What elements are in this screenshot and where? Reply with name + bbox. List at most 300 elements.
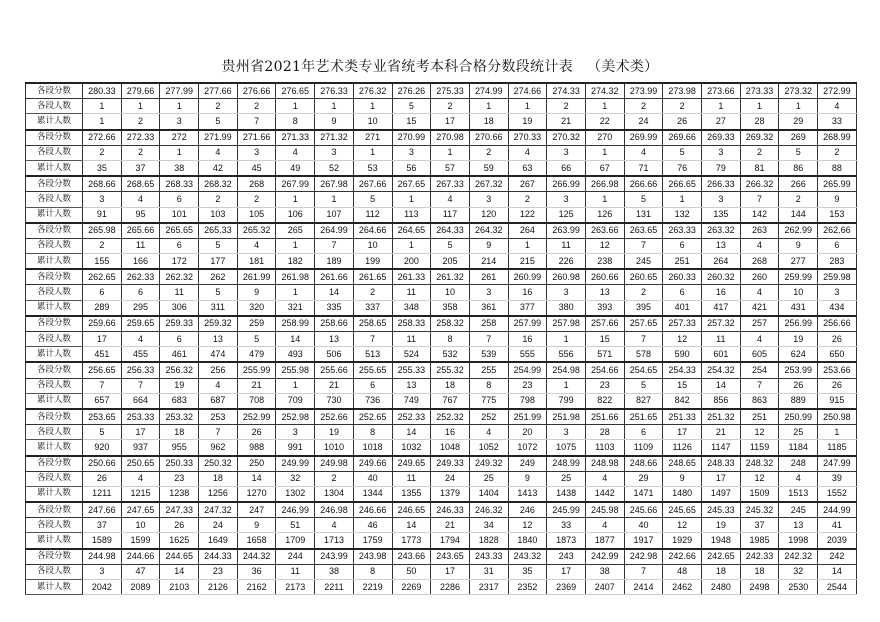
count-cell: 1	[276, 99, 315, 114]
score-cell: 246	[508, 502, 547, 518]
score-cell: 267.32	[469, 176, 508, 192]
count-row	[26, 192, 857, 207]
count-cell: 1	[83, 99, 122, 114]
score-cell: 264.32	[469, 223, 508, 239]
score-row-label: 各段分数	[26, 456, 83, 472]
count-cell: 1	[469, 99, 508, 114]
cumulative-cell: 361	[469, 300, 508, 316]
count-cell: 12	[663, 518, 702, 533]
score-cell: 261.98	[276, 269, 315, 285]
score-cell: 265.32	[237, 223, 276, 239]
count-row-label: 各段人数	[26, 471, 83, 486]
cumulative-cell: 1917	[624, 533, 663, 549]
cumulative-cell: 24	[624, 114, 663, 130]
count-cell: 46	[353, 518, 392, 533]
count-cell: 3	[547, 425, 586, 440]
score-row	[26, 316, 857, 332]
count-cell: 1	[508, 99, 547, 114]
count-cell: 19	[160, 378, 199, 393]
count-cell: 6	[160, 332, 199, 347]
score-cell: 263.33	[663, 223, 702, 239]
cumulative-cell: 1794	[431, 533, 470, 549]
count-cell: 13	[779, 518, 818, 533]
cumulative-cell: 200	[392, 254, 431, 270]
count-row-label: 各段人数	[26, 285, 83, 300]
count-cell: 11	[702, 332, 741, 347]
count-cell: 50	[392, 564, 431, 579]
score-row-label: 各段分数	[26, 316, 83, 332]
cumulative-cell: 474	[199, 347, 238, 363]
count-cell: 24	[431, 471, 470, 486]
score-cell: 253.32	[160, 409, 199, 425]
count-cell: 9	[469, 238, 508, 253]
cumulative-cell: 3	[160, 114, 199, 130]
count-cell: 19	[702, 518, 741, 533]
score-cell: 261.65	[353, 269, 392, 285]
score-cell: 266.99	[547, 176, 586, 192]
cumulative-cell: 1552	[818, 486, 857, 502]
score-cell: 255.99	[237, 362, 276, 378]
cumulative-cell: 664	[121, 393, 160, 409]
count-cell: 13	[392, 378, 431, 393]
cumulative-cell: 736	[353, 393, 392, 409]
count-cell: 1	[353, 99, 392, 114]
score-row	[26, 269, 857, 285]
count-cell: 13	[585, 285, 624, 300]
cumulative-row	[26, 486, 857, 502]
count-cell: 33	[547, 518, 586, 533]
count-cell: 26	[83, 471, 122, 486]
count-cell: 4	[740, 332, 779, 347]
count-cell: 1	[663, 192, 702, 207]
count-cell: 14	[160, 564, 199, 579]
cumulative-cell: 125	[547, 207, 586, 223]
cumulative-cell: 571	[585, 347, 624, 363]
score-cell: 253.99	[779, 362, 818, 378]
score-cell: 263.99	[547, 223, 586, 239]
score-cell: 262.65	[83, 269, 122, 285]
cumulative-cell: 1948	[702, 533, 741, 549]
score-cell: 261.66	[315, 269, 354, 285]
score-cell: 257.99	[508, 316, 547, 332]
score-cell: 277.99	[160, 83, 199, 99]
cumulative-cell: 1404	[469, 486, 508, 502]
count-cell: 21	[431, 518, 470, 533]
score-cell: 252.66	[315, 409, 354, 425]
count-cell: 4	[779, 471, 818, 486]
count-cell: 4	[431, 192, 470, 207]
count-cell: 1	[779, 99, 818, 114]
score-cell: 260.32	[702, 269, 741, 285]
count-cell: 13	[315, 332, 354, 347]
score-row	[26, 130, 857, 146]
cumulative-cell: 1072	[508, 440, 547, 456]
cumulative-cell: 1438	[547, 486, 586, 502]
count-cell: 23	[160, 471, 199, 486]
score-cell: 273.32	[779, 83, 818, 99]
cumulative-cell: 10	[353, 114, 392, 130]
count-cell: 32	[779, 564, 818, 579]
count-cell: 36	[237, 564, 276, 579]
cumulative-cell: 863	[740, 393, 779, 409]
cumulative-row-label: 累计人数	[26, 440, 83, 456]
score-cell: 264	[508, 223, 547, 239]
cumulative-cell: 153	[818, 207, 857, 223]
count-cell: 7	[121, 378, 160, 393]
score-cell: 246.32	[469, 502, 508, 518]
cumulative-cell: 2039	[818, 533, 857, 549]
cumulative-cell: 107	[315, 207, 354, 223]
cumulative-cell: 268	[740, 254, 779, 270]
score-cell: 259.32	[199, 316, 238, 332]
count-cell: 4	[199, 378, 238, 393]
score-cell: 247	[237, 502, 276, 518]
score-cell: 249.66	[353, 456, 392, 472]
score-cell: 258.65	[353, 316, 392, 332]
count-cell: 7	[624, 564, 663, 579]
count-cell: 9	[663, 471, 702, 486]
count-row-label: 各段人数	[26, 145, 83, 160]
cumulative-cell: 775	[469, 393, 508, 409]
score-cell: 246.99	[276, 502, 315, 518]
count-cell: 4	[740, 238, 779, 253]
score-cell: 246.98	[315, 502, 354, 518]
score-cell: 260.66	[585, 269, 624, 285]
count-cell: 16	[508, 332, 547, 347]
score-cell: 263.65	[624, 223, 663, 239]
score-cell: 248.66	[624, 456, 663, 472]
cumulative-cell: 1509	[740, 486, 779, 502]
cumulative-cell: 251	[663, 254, 702, 270]
cumulative-cell: 955	[160, 440, 199, 456]
score-cell: 279.66	[121, 83, 160, 99]
score-cell: 277.66	[199, 83, 238, 99]
count-cell: 7	[624, 332, 663, 347]
cumulative-cell: 289	[83, 300, 122, 316]
score-cell: 274.33	[547, 83, 586, 99]
cumulative-cell: 131	[624, 207, 663, 223]
count-cell: 17	[431, 564, 470, 579]
count-cell: 3	[818, 285, 857, 300]
cumulative-cell: 335	[315, 300, 354, 316]
cumulative-cell: 1052	[469, 440, 508, 456]
score-cell: 276.65	[276, 83, 315, 99]
cumulative-cell: 1649	[199, 533, 238, 549]
score-cell: 243.66	[392, 549, 431, 565]
count-cell: 7	[624, 238, 663, 253]
score-cell: 271.66	[237, 130, 276, 146]
score-cell: 250	[237, 456, 276, 472]
cumulative-cell: 1877	[585, 533, 624, 549]
cumulative-cell: 1658	[237, 533, 276, 549]
count-cell: 2	[121, 145, 160, 160]
count-cell: 14	[818, 564, 857, 579]
score-cell: 256.65	[83, 362, 122, 378]
score-row	[26, 549, 857, 565]
count-cell: 23	[585, 378, 624, 393]
score-row	[26, 362, 857, 378]
count-cell: 16	[702, 285, 741, 300]
cumulative-cell: 1513	[779, 486, 818, 502]
score-cell: 267.98	[315, 176, 354, 192]
cumulative-cell: 67	[585, 160, 624, 176]
score-cell: 272.99	[818, 83, 857, 99]
count-cell: 1	[315, 99, 354, 114]
score-cell: 265.98	[83, 223, 122, 239]
count-cell: 3	[276, 425, 315, 440]
count-cell: 1	[160, 145, 199, 160]
count-cell: 1	[585, 99, 624, 114]
cumulative-cell: 1759	[353, 533, 392, 549]
score-cell: 263	[740, 223, 779, 239]
cumulative-cell: 1828	[469, 533, 508, 549]
score-cell: 249.65	[392, 456, 431, 472]
count-cell: 12	[585, 238, 624, 253]
count-cell: 26	[818, 332, 857, 347]
count-cell: 35	[508, 564, 547, 579]
cumulative-cell: 380	[547, 300, 586, 316]
cumulative-cell: 1998	[779, 533, 818, 549]
cumulative-cell: 1589	[83, 533, 122, 549]
score-cell: 267	[508, 176, 547, 192]
cumulative-cell: 1075	[547, 440, 586, 456]
count-cell: 17	[121, 425, 160, 440]
count-cell: 48	[663, 564, 702, 579]
score-row-label: 各段分数	[26, 223, 83, 239]
count-cell: 51	[276, 518, 315, 533]
score-cell: 249.98	[315, 456, 354, 472]
count-cell: 11	[276, 564, 315, 579]
count-cell: 39	[818, 471, 857, 486]
score-cell: 243.65	[431, 549, 470, 565]
count-cell: 4	[740, 285, 779, 300]
score-cell: 259.33	[160, 316, 199, 332]
cumulative-row	[26, 393, 857, 409]
count-cell: 3	[547, 145, 586, 160]
score-cell: 242.33	[740, 549, 779, 565]
cumulative-cell: 112	[353, 207, 392, 223]
score-cell: 270.66	[469, 130, 508, 146]
cumulative-cell: 1215	[121, 486, 160, 502]
count-cell: 6	[160, 192, 199, 207]
score-cell: 244.32	[237, 549, 276, 565]
cumulative-cell: 479	[237, 347, 276, 363]
cumulative-row	[26, 254, 857, 270]
cumulative-cell: 5	[199, 114, 238, 130]
cumulative-cell: 2414	[624, 580, 663, 595]
cumulative-cell: 687	[199, 393, 238, 409]
cumulative-cell: 506	[315, 347, 354, 363]
score-cell: 269.33	[702, 130, 741, 146]
count-cell: 5	[392, 99, 431, 114]
cumulative-cell: 277	[779, 254, 818, 270]
score-cell: 244.33	[199, 549, 238, 565]
score-cell: 244	[276, 549, 315, 565]
score-cell: 258.33	[392, 316, 431, 332]
count-cell: 14	[392, 518, 431, 533]
score-cell: 267.65	[392, 176, 431, 192]
count-cell: 5	[199, 238, 238, 253]
score-cell: 252	[469, 409, 508, 425]
score-cell: 247.65	[121, 502, 160, 518]
cumulative-cell: 827	[624, 393, 663, 409]
score-cell: 251.65	[624, 409, 663, 425]
cumulative-cell: 172	[160, 254, 199, 270]
cumulative-cell: 37	[121, 160, 160, 176]
cumulative-cell: 920	[83, 440, 122, 456]
score-cell: 257.98	[547, 316, 586, 332]
cumulative-cell: 1442	[585, 486, 624, 502]
count-cell: 3	[469, 192, 508, 207]
cumulative-cell: 1147	[702, 440, 741, 456]
count-cell: 19	[779, 332, 818, 347]
score-cell: 245.33	[702, 502, 741, 518]
cumulative-cell: 798	[508, 393, 547, 409]
cumulative-cell: 708	[237, 393, 276, 409]
cumulative-cell: 709	[276, 393, 315, 409]
cumulative-cell: 166	[121, 254, 160, 270]
cumulative-cell: 2103	[160, 580, 199, 595]
score-row-label: 各段分数	[26, 130, 83, 146]
score-cell: 245.65	[663, 502, 702, 518]
score-cell: 262	[199, 269, 238, 285]
cumulative-cell: 730	[315, 393, 354, 409]
cumulative-cell: 1873	[547, 533, 586, 549]
cumulative-cell: 2126	[199, 580, 238, 595]
cumulative-cell: 306	[160, 300, 199, 316]
count-cell: 23	[508, 378, 547, 393]
cumulative-cell: 2352	[508, 580, 547, 595]
score-cell: 242.99	[585, 549, 624, 565]
count-cell: 1	[121, 99, 160, 114]
cumulative-cell: 181	[237, 254, 276, 270]
cumulative-row	[26, 160, 857, 176]
score-cell: 257.65	[624, 316, 663, 332]
score-cell: 248.32	[740, 456, 779, 472]
count-cell: 11	[160, 285, 199, 300]
cumulative-cell: 601	[702, 347, 741, 363]
count-cell: 2	[199, 99, 238, 114]
cumulative-cell: 1010	[315, 440, 354, 456]
cumulative-cell: 555	[508, 347, 547, 363]
cumulative-cell: 358	[431, 300, 470, 316]
cumulative-cell: 101	[160, 207, 199, 223]
cumulative-cell: 1379	[431, 486, 470, 502]
cumulative-cell: 214	[469, 254, 508, 270]
count-cell: 1	[160, 99, 199, 114]
count-cell: 4	[315, 518, 354, 533]
count-cell: 41	[818, 518, 857, 533]
score-cell: 266.65	[663, 176, 702, 192]
cumulative-cell: 605	[740, 347, 779, 363]
score-cell: 261.32	[431, 269, 470, 285]
cumulative-cell: 2269	[392, 580, 431, 595]
score-cell: 273.99	[624, 83, 663, 99]
count-cell: 4	[508, 145, 547, 160]
count-row-label: 各段人数	[26, 192, 83, 207]
count-cell: 2	[624, 285, 663, 300]
cumulative-cell: 142	[740, 207, 779, 223]
cumulative-cell: 937	[121, 440, 160, 456]
score-cell: 251.66	[585, 409, 624, 425]
count-cell: 24	[199, 518, 238, 533]
cumulative-cell: 8	[276, 114, 315, 130]
count-row	[26, 564, 857, 579]
score-row	[26, 176, 857, 192]
count-cell: 2	[237, 99, 276, 114]
count-cell: 37	[740, 518, 779, 533]
cumulative-cell: 1304	[315, 486, 354, 502]
count-cell: 1	[818, 425, 857, 440]
cumulative-cell: 38	[160, 160, 199, 176]
cumulative-cell: 513	[353, 347, 392, 363]
count-cell: 5	[353, 192, 392, 207]
count-cell: 13	[702, 238, 741, 253]
count-cell: 2	[663, 99, 702, 114]
count-cell: 38	[585, 564, 624, 579]
score-cell: 242.32	[779, 549, 818, 565]
score-cell: 264.99	[315, 223, 354, 239]
cumulative-cell: 7	[237, 114, 276, 130]
score-cell: 242.66	[663, 549, 702, 565]
score-cell: 248.65	[663, 456, 702, 472]
count-cell: 6	[83, 285, 122, 300]
score-cell: 256.66	[818, 316, 857, 332]
count-row-label: 各段人数	[26, 425, 83, 440]
score-cell: 273.33	[740, 83, 779, 99]
score-cell: 259.98	[818, 269, 857, 285]
count-cell: 2	[431, 99, 470, 114]
count-cell: 23	[199, 564, 238, 579]
cumulative-cell: 29	[779, 114, 818, 130]
count-cell: 1	[740, 99, 779, 114]
cumulative-cell: 2162	[237, 580, 276, 595]
count-cell: 2	[83, 238, 122, 253]
score-cell: 267.33	[431, 176, 470, 192]
count-cell: 12	[508, 518, 547, 533]
score-cell: 257.33	[663, 316, 702, 332]
count-cell: 4	[469, 425, 508, 440]
title-text: 贵州省2021年艺术类专业省统考本科合格分数段统计表	[221, 59, 573, 75]
count-cell: 14	[392, 425, 431, 440]
cumulative-cell: 17	[431, 114, 470, 130]
cumulative-cell: 455	[121, 347, 160, 363]
count-row-label: 各段人数	[26, 518, 83, 533]
score-cell: 251.32	[702, 409, 741, 425]
cumulative-cell: 1238	[160, 486, 199, 502]
score-cell: 267.99	[276, 176, 315, 192]
cumulative-cell: 578	[624, 347, 663, 363]
count-cell: 17	[702, 471, 741, 486]
count-row	[26, 238, 857, 253]
cumulative-cell: 1840	[508, 533, 547, 549]
score-cell: 263.66	[585, 223, 624, 239]
count-cell: 10	[353, 238, 392, 253]
cumulative-cell: 1713	[315, 533, 354, 549]
cumulative-cell: 2369	[547, 580, 586, 595]
score-cell: 262.33	[121, 269, 160, 285]
cumulative-cell: 199	[353, 254, 392, 270]
score-cell: 252.65	[353, 409, 392, 425]
score-cell: 270.33	[508, 130, 547, 146]
cumulative-cell: 63	[508, 160, 547, 176]
count-cell: 34	[469, 518, 508, 533]
count-cell: 25	[469, 471, 508, 486]
cumulative-cell: 238	[585, 254, 624, 270]
score-cell: 272.33	[121, 130, 160, 146]
score-cell: 272	[160, 130, 199, 146]
score-cell: 265.65	[160, 223, 199, 239]
